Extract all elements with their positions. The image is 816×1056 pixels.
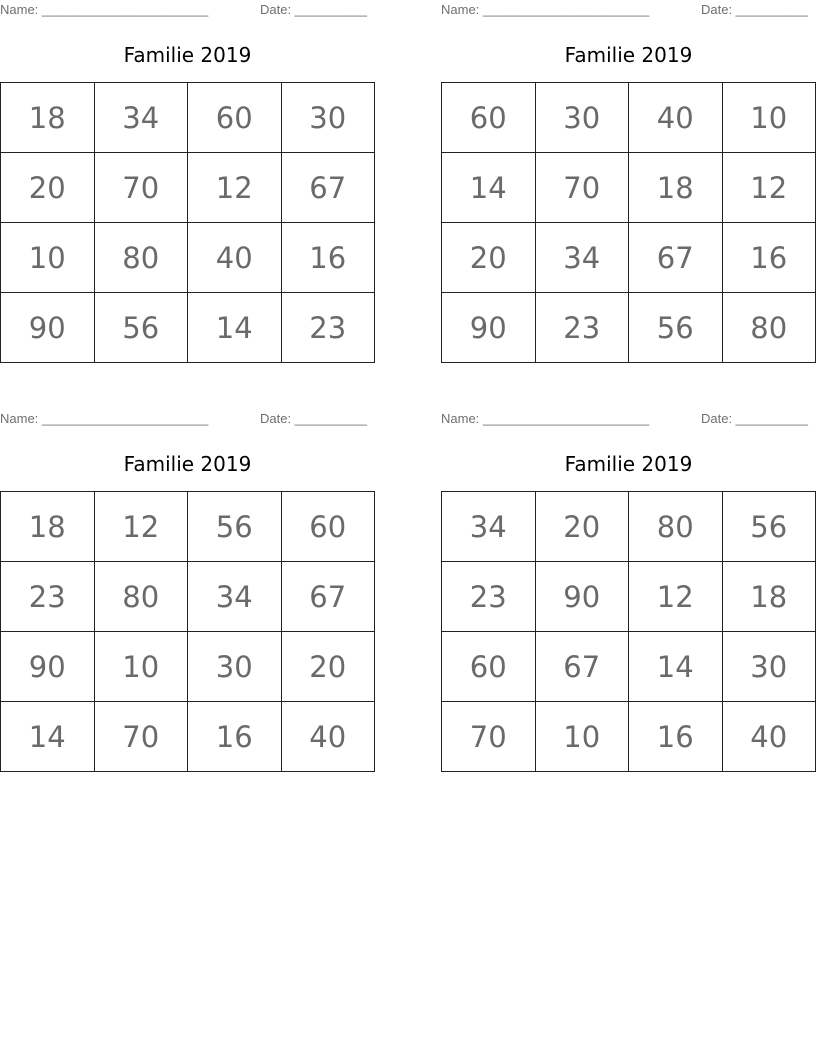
grid-cell: 30 (535, 83, 629, 153)
grid-cell: 14 (188, 293, 282, 363)
grid-cell: 30 (281, 83, 375, 153)
grid-cell: 10 (94, 632, 188, 702)
grid-row (1, 293, 375, 363)
grid-cell: 20 (281, 632, 375, 702)
grid-cell: 10 (722, 83, 816, 153)
grid-cell: 40 (281, 702, 375, 772)
grid-cell: 80 (94, 223, 188, 293)
grid-cell: 18 (629, 153, 723, 223)
grid-cell: 40 (188, 223, 282, 293)
date-line: Date: __________ (701, 411, 808, 426)
grid-cell: 34 (94, 83, 188, 153)
bingo-grid (441, 82, 816, 363)
grid-cell: 70 (442, 702, 536, 772)
grid-cell: 56 (188, 492, 282, 562)
grid-cell: 60 (188, 83, 282, 153)
grid-row (442, 562, 816, 632)
grid-row (442, 223, 816, 293)
grid-cell: 12 (722, 153, 816, 223)
bingo-grid (0, 491, 375, 772)
grid-row (442, 293, 816, 363)
grid-row (442, 153, 816, 223)
grid-cell: 70 (94, 702, 188, 772)
grid-cell: 80 (94, 562, 188, 632)
grid-row (1, 153, 375, 223)
grid-row (442, 492, 816, 562)
card-title: Familie 2019 (564, 452, 693, 476)
grid-cell: 18 (722, 562, 816, 632)
grid-row (1, 223, 375, 293)
grid-cell: 67 (281, 153, 375, 223)
grid-row (1, 632, 375, 702)
grid-cell: 12 (629, 562, 723, 632)
grid-cell: 40 (629, 83, 723, 153)
grid-cell: 12 (188, 153, 282, 223)
grid-cell: 90 (442, 293, 536, 363)
grid-cell: 14 (442, 153, 536, 223)
grid-cell: 14 (1, 702, 95, 772)
grid-cell: 20 (1, 153, 95, 223)
grid-cell: 67 (535, 632, 629, 702)
grid-cell: 10 (535, 702, 629, 772)
grid-cell: 30 (722, 632, 816, 702)
bingo-grid (0, 82, 375, 363)
card-title: Familie 2019 (564, 43, 693, 67)
grid-cell: 56 (722, 492, 816, 562)
bingo-card (0, 409, 376, 773)
grid-cell: 14 (629, 632, 723, 702)
grid-row (1, 702, 375, 772)
grid-cell: 18 (1, 492, 95, 562)
grid-cell: 56 (94, 293, 188, 363)
date-line: Date: __________ (701, 2, 808, 17)
grid-cell: 56 (629, 293, 723, 363)
grid-cell: 16 (281, 223, 375, 293)
grid-cell: 30 (188, 632, 282, 702)
grid-cell: 80 (722, 293, 816, 363)
grid-cell: 60 (442, 632, 536, 702)
grid-cell: 70 (535, 153, 629, 223)
bingo-grid (441, 491, 816, 772)
grid-cell: 16 (188, 702, 282, 772)
bingo-card (0, 0, 376, 364)
grid-cell: 90 (1, 632, 95, 702)
grid-cell: 20 (442, 223, 536, 293)
bingo-card (441, 409, 816, 773)
grid-cell: 67 (281, 562, 375, 632)
date-line: Date: __________ (260, 2, 367, 17)
grid-row (442, 632, 816, 702)
grid-cell: 23 (442, 562, 536, 632)
grid-cell: 23 (1, 562, 95, 632)
date-line: Date: __________ (260, 411, 367, 426)
grid-cell: 90 (535, 562, 629, 632)
grid-cell: 34 (188, 562, 282, 632)
grid-cell: 90 (1, 293, 95, 363)
grid-row (1, 492, 375, 562)
grid-cell: 60 (281, 492, 375, 562)
grid-cell: 16 (629, 702, 723, 772)
grid-cell: 34 (442, 492, 536, 562)
grid-cell: 18 (1, 83, 95, 153)
name-line: Name: _______________________ (0, 2, 209, 17)
grid-cell: 40 (722, 702, 816, 772)
grid-cell: 23 (535, 293, 629, 363)
grid-row (1, 562, 375, 632)
grid-row (442, 702, 816, 772)
grid-cell: 67 (629, 223, 723, 293)
grid-cell: 12 (94, 492, 188, 562)
card-title: Familie 2019 (123, 43, 252, 67)
grid-cell: 34 (535, 223, 629, 293)
bingo-card (441, 0, 816, 364)
grid-cell: 10 (1, 223, 95, 293)
name-line: Name: _______________________ (441, 2, 650, 17)
grid-cell: 80 (629, 492, 723, 562)
grid-row (442, 83, 816, 153)
grid-cell: 60 (442, 83, 536, 153)
name-line: Name: _______________________ (441, 411, 650, 426)
grid-cell: 70 (94, 153, 188, 223)
grid-cell: 16 (722, 223, 816, 293)
card-title: Familie 2019 (123, 452, 252, 476)
grid-cell: 23 (281, 293, 375, 363)
grid-row (1, 83, 375, 153)
name-line: Name: _______________________ (0, 411, 209, 426)
grid-cell: 20 (535, 492, 629, 562)
